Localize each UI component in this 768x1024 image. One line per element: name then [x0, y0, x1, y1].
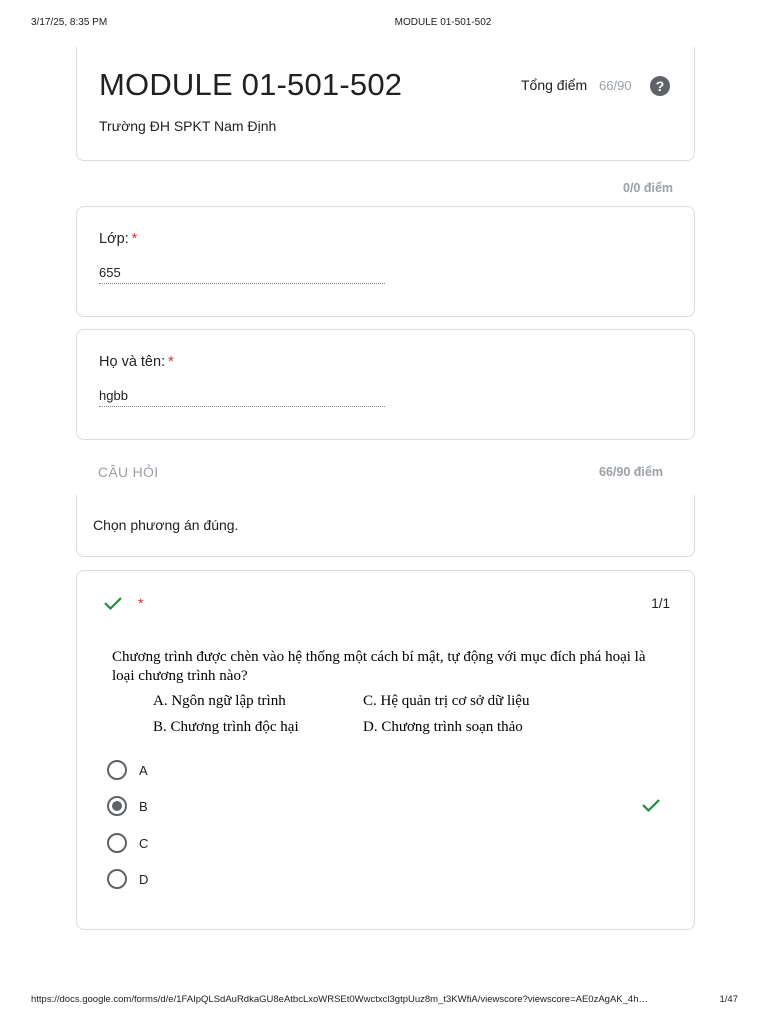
- print-datetime: 3/17/25, 8:35 PM: [31, 17, 108, 28]
- class-field-card: [76, 206, 695, 317]
- field-label-text: Họ và tên:: [99, 354, 166, 370]
- section-description: Chọn phương án đúng.: [93, 517, 239, 533]
- field-label: [99, 231, 137, 247]
- radio-button[interactable]: [107, 833, 127, 853]
- option-label: D: [139, 872, 149, 887]
- print-header: [0, 17, 768, 31]
- question-points: 1/1: [651, 596, 670, 611]
- choice-d-text: D. Chương trình soạn thảo: [363, 719, 523, 735]
- form-description: Trường ĐH SPKT Nam Định: [99, 118, 277, 134]
- name-field-value: hgbb: [99, 388, 385, 407]
- radio-button-selected[interactable]: [107, 796, 127, 816]
- option-d[interactable]: [107, 868, 667, 890]
- radio-button[interactable]: [107, 869, 127, 889]
- option-label: C: [139, 836, 149, 851]
- total-score-label: Tổng điểm: [521, 77, 588, 93]
- field-label-text: Lớp:: [99, 231, 129, 247]
- choice-a-text: A. Ngôn ngữ lập trình: [153, 693, 286, 709]
- option-label: B: [139, 799, 148, 814]
- required-mark: *: [168, 354, 174, 370]
- choice-c-text: C. Hệ quản trị cơ sở dữ liệu: [363, 693, 530, 709]
- form-title: MODULE 01-501-502: [99, 67, 403, 102]
- section-score: 66/90 điểm: [599, 465, 663, 479]
- required-mark: *: [131, 231, 138, 247]
- option-b[interactable]: [107, 795, 667, 817]
- question-card: [76, 570, 695, 930]
- choice-b-text: B. Chương trình độc hại: [153, 719, 299, 735]
- check-icon: [641, 797, 661, 818]
- section-score: 0/0 điểm: [623, 181, 674, 195]
- print-footer: [0, 994, 768, 1008]
- form-header-card: [76, 47, 695, 161]
- check-icon: [103, 595, 123, 616]
- section-description-card: [76, 495, 695, 557]
- radio-button[interactable]: [107, 760, 127, 780]
- option-label: A: [139, 763, 148, 778]
- question-text: Chương trình được chèn vào hệ thống một cách bí mật, tự động với mục đích phá hoại là loại chương trình nào?: [112, 649, 646, 684]
- page-number: 1/47: [719, 994, 738, 1005]
- class-field-value: 655: [99, 265, 385, 284]
- total-score-value: 66/90: [599, 78, 632, 93]
- option-c[interactable]: [107, 832, 667, 854]
- field-label: [99, 354, 174, 370]
- option-a[interactable]: [107, 759, 667, 781]
- required-mark: *: [138, 595, 144, 611]
- print-url: https://docs.google.com/forms/d/e/1FAIpQLSdAuRdkaGU8eAtbcLxoWRSEt0Wwctxcl3gtpUuz8m_t3KWfiA/viewscore?viewscore=AE0zAgAK_4h…: [31, 994, 648, 1005]
- print-doc-title: MODULE 01-501-502: [394, 17, 492, 28]
- help-icon[interactable]: ?: [650, 76, 670, 96]
- section-title: CÂU HỎI: [98, 464, 159, 480]
- name-field-card: [76, 329, 695, 440]
